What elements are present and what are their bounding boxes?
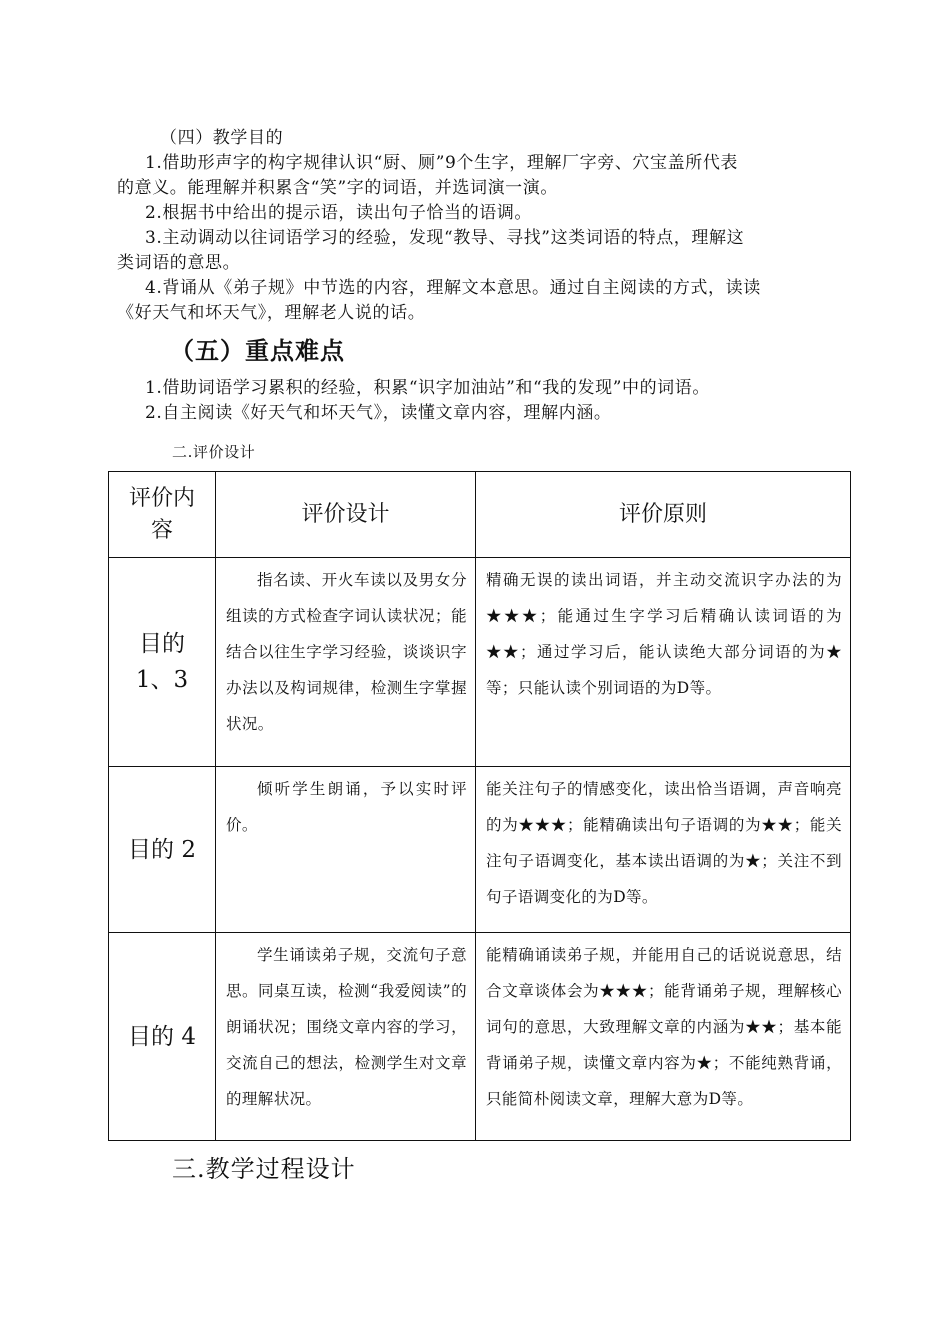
header-content: 评价内容 <box>109 472 216 558</box>
objective-3-line-1: 3.主动调动以往词语学习的经验，发现“教导、寻找”这类词语的特点，理解这 <box>145 228 745 248</box>
table-header-row <box>109 472 851 558</box>
row-label: 目的 4 <box>109 933 216 1141</box>
row-design: 倾听学生朗诵，予以实时评价。 <box>216 767 476 933</box>
key-point-2: 2.自主阅读《好天气和坏天气》，读懂文章内容，理解内涵。 <box>145 403 612 423</box>
table-row <box>109 767 851 933</box>
objective-3-line-2: 类词语的意思。 <box>117 253 241 273</box>
key-points-heading: （五）重点难点 <box>170 336 345 365</box>
objective-4-line-1: 4.背诵从《弟子规》中节选的内容，理解文本意思。通过自主阅读的方式，读读 <box>145 278 761 298</box>
evaluation-table <box>108 471 851 1141</box>
objective-1-line-1: 1.借助形声字的构字规律认识“厨、厕”9个生字，理解厂字旁、穴宝盖所代表 <box>145 153 739 173</box>
row-label: 目的 1、3 <box>109 558 216 767</box>
key-point-1: 1.借助词语学习累积的经验，积累“识字加油站”和“我的发现”中的词语。 <box>145 378 710 398</box>
evaluation-section-title: 二.评价设计 <box>172 443 256 461</box>
objective-4-line-2: 《好天气和坏天气》，理解老人说的话。 <box>117 303 426 323</box>
objectives-heading: （四）教学目的 <box>160 128 284 148</box>
row-design: 指名读、开火车读以及男女分组读的方式检查字词认读状况；能结合以往生字学习经验，谈谈识字办法以及构词规律，检测生字掌握状况。 <box>216 558 476 767</box>
process-section-title: 三.教学过程设计 <box>172 1155 356 1183</box>
row-label: 目的 2 <box>109 767 216 933</box>
header-principle: 评价原则 <box>476 472 851 558</box>
header-design: 评价设计 <box>216 472 476 558</box>
row-principle: 能关注句子的情感变化，读出恰当语调，声音响亮的为★★★；能精确读出句子语调的为★★；能关注句子语调变化，基本读出语调的为★；关注不到句子语调变化的为D等。 <box>476 767 851 933</box>
row-design: 学生诵读弟子规，交流句子意思。同桌互读，检测“我爱阅读”的朗诵状况；围绕文章内容的学习，交流自己的想法，检测学生对文章的理解状况。 <box>216 933 476 1141</box>
objective-1-line-2: 的意义。能理解并积累含“笑”字的词语，并选词演一演。 <box>117 178 558 198</box>
row-principle: 精确无误的读出词语，并主动交流识字办法的为★★★；能通过生字学习后精确认读词语的为★★；通过学习后，能认读绝大部分词语的为★等；只能认读个别词语的为D等。 <box>476 558 851 767</box>
table-row <box>109 558 851 767</box>
objective-2: 2.根据书中给出的提示语，读出句子恰当的语调。 <box>145 203 533 223</box>
row-principle: 能精确诵读弟子规，并能用自己的话说说意思，结合文章谈体会为★★★；能背诵弟子规，理解核心词句的意思，大致理解文章的内涵为★★；基本能背诵弟子规，读懂文章内容为★；不能纯熟背诵，只能简朴阅读文章，理解大意为D等。 <box>476 933 851 1141</box>
table-row <box>109 933 851 1141</box>
